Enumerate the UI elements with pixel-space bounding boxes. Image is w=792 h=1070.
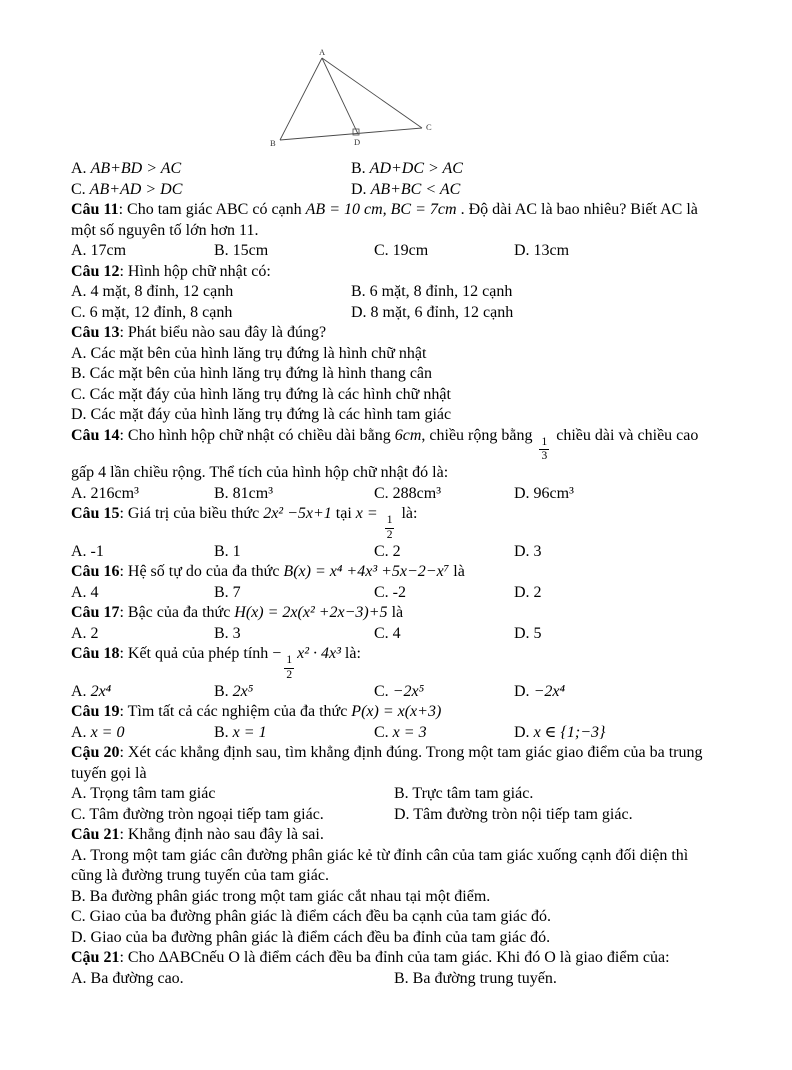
answer-text-line: C. Các mặt đáy của hình lăng trụ đứng là các hình chữ nhật — [71, 385, 451, 403]
math-expression: AB+AD > DC — [89, 180, 183, 198]
answer-option: A. 4 — [71, 583, 99, 601]
option-row — [71, 624, 721, 645]
question-label: Câu 11 — [71, 201, 119, 218]
answer-option: B. 7 — [214, 583, 241, 601]
answer-option: A. AB+BD > AC — [71, 160, 182, 177]
question-label: Câu 18 — [71, 645, 120, 663]
triangle-side-bc — [280, 128, 422, 140]
fraction: $\frac{1}{2}$ — [286, 654, 293, 681]
option-row — [71, 241, 721, 262]
answer-option: D. 3 — [514, 542, 542, 560]
math-expression: P(x) = x(x+3) — [351, 703, 442, 721]
math-expression: 2x⁴ — [90, 682, 112, 700]
answer-option: B. 81cm³ — [214, 484, 274, 502]
triangle-side-ab — [280, 58, 322, 140]
option-row — [71, 180, 721, 201]
document-page — [0, 46, 792, 1070]
math-expression: 6cm — [394, 426, 422, 444]
triangle-figure-svg — [270, 46, 440, 154]
answer-option: D. 2 — [514, 583, 542, 601]
question-label: Câu 14 — [71, 426, 120, 444]
question-label: Câu 13 — [71, 324, 120, 341]
question-paragraph: Câu 18: Kết quả của phép tính − $\frac{1}{2}$ x² · 4x³ là: — [71, 645, 361, 681]
math-expression: H(x) = 2x(x² +2x−3)+5 — [234, 604, 388, 622]
answer-option: B. AD+DC > AC — [351, 160, 463, 177]
answer-option: C. x = 3 — [374, 723, 427, 741]
question-paragraph: Câu 15: Giá trị của biều thức 2x² −5x+1 tại x = $\frac{1}{2}$ là: — [71, 505, 418, 541]
answer-option: C. 4 — [374, 624, 401, 642]
answer-option: C. AB+AD > DC — [71, 180, 183, 198]
question-label: Câu 19 — [71, 703, 120, 721]
question-paragraph: Câu 11: Cho tam giác ABC có cạnh AB = 10 cm, BC = 7cm . Độ dài AC là bao nhiêu? Biết AC là một số nguyên tố lớn hơn 11. — [71, 201, 698, 239]
document-lines — [71, 159, 721, 989]
question-paragraph: Câu 16: Hệ số tự do của đa thức B(x) = x⁴ +4x³ +5x−2−x⁷ là — [71, 563, 465, 581]
answer-option: D. AB+BC < AC — [351, 180, 461, 198]
question-label: Cậu 20 — [71, 744, 120, 762]
question-paragraph: Câu 17: Bậc của đa thức H(x) = 2x(x² +2x−3)+5 là — [71, 604, 404, 622]
math-expression: x = 0 — [90, 723, 125, 741]
math-expression: x ∈ {1;−3} — [533, 723, 606, 741]
question-label: Câu 16 — [71, 563, 120, 581]
answer-text-line: A. Trong một tam giác cân đường phân giác kẻ từ đỉnh cân của tam giác xuống cạnh đối diện thì cũng là đường trung tuyến của tam giác. — [71, 846, 689, 885]
math-expression: AD+DC > AC — [369, 160, 463, 177]
question-label: Câu 12 — [71, 262, 120, 280]
answer-option: C. 6 mặt, 12 đỉnh, 8 cạnh — [71, 303, 233, 321]
answer-option: D. Tâm đường tròn nội tiếp tam giác. — [394, 805, 633, 823]
answer-option: D. 8 mặt, 6 đỉnh, 12 cạnh — [351, 303, 514, 321]
answer-option: A. -1 — [71, 542, 104, 560]
answer-option: B. 15cm — [214, 242, 269, 259]
option-row — [71, 583, 721, 604]
math-expression: AB+BD > AC — [90, 160, 182, 177]
answer-option: C. 19cm — [374, 242, 429, 259]
answer-option: C. 2 — [374, 542, 401, 560]
answer-option: A. 2 — [71, 624, 99, 642]
fraction: $\frac{1}{2}$ — [386, 514, 393, 541]
vertex-label-a: A — [319, 47, 326, 57]
answer-option: D. 96cm³ — [514, 484, 574, 502]
answer-option: C. 288cm³ — [374, 484, 442, 502]
math-expression: x = 3 — [392, 723, 427, 741]
option-row — [71, 303, 721, 324]
option-row — [71, 484, 721, 505]
answer-option: A. 216cm³ — [71, 484, 139, 502]
option-row — [71, 282, 721, 303]
math-expression: AB = 10 cm, BC = 7cm — [305, 201, 457, 218]
answer-option: D. −2x⁴ — [514, 682, 566, 700]
answer-option: B. 2x⁵ — [214, 682, 254, 700]
answer-option: B. 6 mặt, 8 đỉnh, 12 cạnh — [351, 283, 513, 300]
math-expression: x² · 4x³ — [297, 645, 341, 663]
vertex-label-d: D — [354, 137, 361, 147]
option-row — [71, 542, 721, 563]
answer-text-line: B. Các mặt bên của hình lăng trụ đứng là hình thang cân — [71, 365, 433, 382]
question-label: Câu 21 — [71, 826, 120, 844]
answer-option: C. Tâm đường tròn ngoại tiếp tam giác. — [71, 805, 324, 823]
fraction: $\frac{1}{3}$ — [541, 435, 548, 462]
answer-option: B. Trực tâm tam giác. — [394, 785, 534, 803]
question-paragraph: Câu 19: Tìm tất cả các nghiệm của đa thức P(x) = x(x+3) — [71, 703, 442, 721]
math-expression: −2x⁴ — [533, 682, 566, 700]
answer-option: A. x = 0 — [71, 723, 125, 741]
math-expression: x = 1 — [232, 723, 267, 741]
question-paragraph: Cậu 20: Xét các khẳng định sau, tìm khẳng định đúng. Trong một tam giác giao điểm của ba trung tuyến gọi là — [71, 744, 703, 782]
option-row — [71, 723, 721, 744]
question-paragraph: Câu 14: Cho hình hộp chữ nhật có chiều dài bằng 6cm, chiều rộng bằng $\frac{1}{3}$ chiều dài và chiều cao gấp 4 lần chiều rộng. Thể tích của hình hộp chữ nhật đó là: — [71, 426, 699, 482]
question-label: Cậu 21 — [71, 949, 120, 967]
question-paragraph: Cậu 21: Cho ∆ABCnếu O là điểm cách đều ba đỉnh của tam giác. Khi đó O là giao điểm của: — [71, 949, 670, 967]
question-paragraph: Câu 21: Khẳng định nào sau đây là sai. — [71, 826, 324, 844]
answer-option: D. 5 — [514, 624, 542, 642]
answer-option: B. Ba đường trung tuyến. — [394, 969, 557, 987]
answer-option: B. x = 1 — [214, 723, 267, 741]
answer-text-line: D. Giao của ba đường phân giác là điểm cách đều ba đỉnh của tam giác đó. — [71, 928, 551, 946]
triangle-cevian-ad — [322, 58, 358, 134]
vertex-label-b: B — [270, 138, 276, 148]
question-paragraph: Câu 12: Hình hộp chữ nhật có: — [71, 262, 271, 280]
answer-option: D. 13cm — [514, 242, 570, 259]
option-row — [71, 682, 721, 703]
math-expression: 2x² −5x+1 — [263, 505, 332, 523]
answer-text-line: C. Giao của ba đường phân giác là điểm cách đều ba cạnh của tam giác đó. — [71, 908, 552, 926]
question-label: Câu 15 — [71, 505, 120, 523]
answer-text-line: A. Các mặt bên của hình lăng trụ đứng là hình chữ nhật — [71, 344, 427, 362]
option-row — [71, 159, 721, 180]
math-expression: −2x⁵ — [392, 682, 425, 700]
answer-option: B. 3 — [214, 624, 241, 642]
option-row — [71, 784, 721, 805]
option-row — [71, 969, 721, 990]
answer-option: C. -2 — [374, 583, 406, 601]
answer-option: A. 4 mặt, 8 đỉnh, 12 cạnh — [71, 283, 234, 300]
math-expression: AB+BC < AC — [370, 180, 461, 198]
option-row — [71, 805, 721, 826]
triangle-side-ac — [322, 58, 422, 128]
math-expression: 2x⁵ — [232, 682, 254, 700]
triangle-figure — [270, 46, 440, 154]
answer-option: B. 1 — [214, 542, 241, 560]
question-label: Câu 17 — [71, 604, 120, 622]
vertex-label-c: C — [426, 122, 432, 132]
answer-text-line: D. Các mặt đáy của hình lăng trụ đứng là các hình tam giác — [71, 406, 452, 423]
math-expression: x = — [355, 505, 378, 523]
answer-option: A. Trọng tâm tam giác — [71, 785, 216, 803]
math-expression: B(x) = x⁴ +4x³ +5x−2−x⁷ — [283, 563, 450, 581]
answer-text-line: B. Ba đường phân giác trong một tam giác cắt nhau tại một điểm. — [71, 887, 491, 905]
answer-option: A. Ba đường cao. — [71, 969, 184, 987]
document-content — [71, 46, 721, 989]
answer-option: D. x ∈ {1;−3} — [514, 723, 606, 741]
answer-option: A. 17cm — [71, 242, 127, 259]
answer-option: A. 2x⁴ — [71, 682, 112, 700]
answer-option: C. −2x⁵ — [374, 682, 425, 700]
question-paragraph: Câu 13: Phát biểu nào sau đây là đúng? — [71, 324, 327, 341]
